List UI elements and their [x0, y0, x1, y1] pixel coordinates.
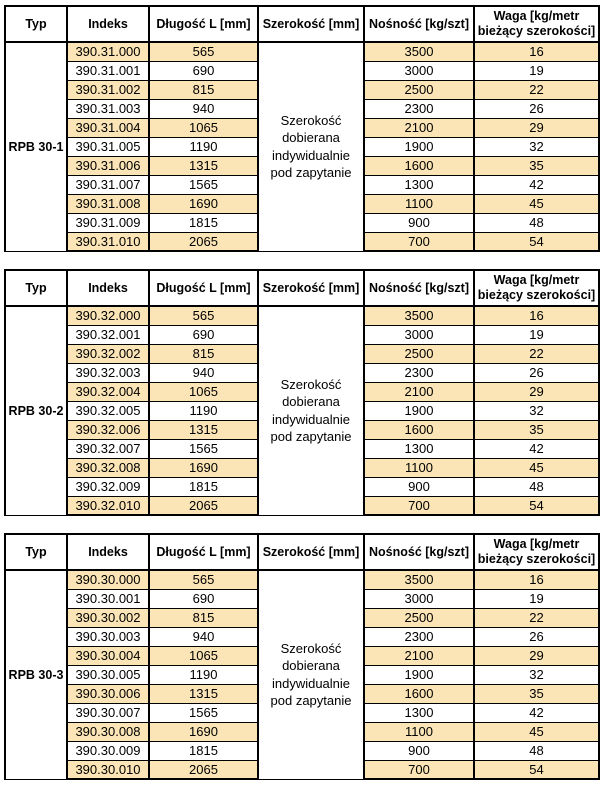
column-header: Nośność [kg/szt] — [364, 6, 474, 42]
dlugosc-cell: 2065 — [149, 760, 258, 779]
indeks-cell: 390.30.008 — [67, 722, 149, 741]
table-row — [5, 42, 599, 61]
dlugosc-cell: 1190 — [149, 137, 258, 156]
dlugosc-cell: 1065 — [149, 118, 258, 137]
column-header: Długość L [mm] — [149, 270, 258, 306]
dlugosc-cell: 1565 — [149, 175, 258, 194]
indeks-cell: 390.30.001 — [67, 589, 149, 608]
nosnosc-cell: 1600 — [364, 684, 474, 703]
indeks-cell: 390.32.009 — [67, 477, 149, 496]
waga-cell: 32 — [474, 137, 599, 156]
nosnosc-cell: 900 — [364, 213, 474, 232]
indeks-cell: 390.31.001 — [67, 61, 149, 80]
nosnosc-cell: 3500 — [364, 42, 474, 61]
column-header: Szerokość [mm] — [258, 534, 364, 570]
nosnosc-cell: 1100 — [364, 458, 474, 477]
nosnosc-cell: 2300 — [364, 363, 474, 382]
dlugosc-cell: 940 — [149, 363, 258, 382]
typ-cell: RPB 30-2 — [5, 306, 67, 515]
waga-cell: 54 — [474, 496, 599, 515]
waga-cell: 48 — [474, 213, 599, 232]
dlugosc-cell: 1815 — [149, 741, 258, 760]
waga-cell: 42 — [474, 175, 599, 194]
waga-cell: 32 — [474, 401, 599, 420]
waga-cell: 16 — [474, 570, 599, 589]
dlugosc-cell: 2065 — [149, 496, 258, 515]
waga-cell: 22 — [474, 608, 599, 627]
waga-cell: 35 — [474, 156, 599, 175]
dlugosc-cell: 815 — [149, 344, 258, 363]
column-header: Nośność [kg/szt] — [364, 270, 474, 306]
indeks-cell: 390.32.005 — [67, 401, 149, 420]
nosnosc-cell: 2100 — [364, 118, 474, 137]
indeks-cell: 390.30.000 — [67, 570, 149, 589]
spec-table-rpb-30-2 — [4, 269, 600, 516]
spec-table-rpb-30-1 — [4, 5, 600, 252]
table-row — [5, 570, 599, 589]
column-header: Szerokość [mm] — [258, 6, 364, 42]
indeks-cell: 390.32.007 — [67, 439, 149, 458]
dlugosc-cell: 1565 — [149, 439, 258, 458]
waga-cell: 42 — [474, 703, 599, 722]
nosnosc-cell: 2100 — [364, 646, 474, 665]
waga-cell: 26 — [474, 363, 599, 382]
nosnosc-cell: 700 — [364, 760, 474, 779]
table-row — [5, 306, 599, 325]
nosnosc-cell: 1100 — [364, 722, 474, 741]
nosnosc-cell: 2500 — [364, 608, 474, 627]
column-header: Typ — [5, 6, 67, 42]
waga-cell: 22 — [474, 344, 599, 363]
header-row — [5, 270, 599, 306]
waga-cell: 29 — [474, 646, 599, 665]
dlugosc-cell: 1065 — [149, 646, 258, 665]
header-row — [5, 534, 599, 570]
spec-table-rpb-30-3 — [4, 533, 600, 780]
nosnosc-cell: 700 — [364, 232, 474, 251]
dlugosc-cell: 1690 — [149, 458, 258, 477]
column-header: Typ — [5, 534, 67, 570]
indeks-cell: 390.30.010 — [67, 760, 149, 779]
nosnosc-cell: 1300 — [364, 703, 474, 722]
dlugosc-cell: 690 — [149, 61, 258, 80]
dlugosc-cell: 1190 — [149, 401, 258, 420]
column-header: Szerokość [mm] — [258, 270, 364, 306]
indeks-cell: 390.31.003 — [67, 99, 149, 118]
dlugosc-cell: 940 — [149, 99, 258, 118]
szerokosc-note-cell: Szerokość dobierana indywidualnie pod zapytanie — [258, 306, 364, 515]
nosnosc-cell: 900 — [364, 477, 474, 496]
nosnosc-cell: 2500 — [364, 344, 474, 363]
waga-cell: 29 — [474, 118, 599, 137]
waga-cell: 35 — [474, 684, 599, 703]
indeks-cell: 390.30.005 — [67, 665, 149, 684]
waga-cell: 48 — [474, 741, 599, 760]
nosnosc-cell: 1300 — [364, 439, 474, 458]
waga-cell: 29 — [474, 382, 599, 401]
waga-cell: 54 — [474, 760, 599, 779]
indeks-cell: 390.31.007 — [67, 175, 149, 194]
dlugosc-cell: 1315 — [149, 156, 258, 175]
nosnosc-cell: 700 — [364, 496, 474, 515]
nosnosc-cell: 3500 — [364, 306, 474, 325]
dlugosc-cell: 565 — [149, 306, 258, 325]
nosnosc-cell: 1300 — [364, 175, 474, 194]
indeks-cell: 390.30.002 — [67, 608, 149, 627]
waga-cell: 45 — [474, 722, 599, 741]
nosnosc-cell: 3000 — [364, 325, 474, 344]
nosnosc-cell: 900 — [364, 741, 474, 760]
nosnosc-cell: 2100 — [364, 382, 474, 401]
typ-cell: RPB 30-1 — [5, 42, 67, 251]
dlugosc-cell: 1190 — [149, 665, 258, 684]
waga-cell: 54 — [474, 232, 599, 251]
nosnosc-cell: 1900 — [364, 665, 474, 684]
dlugosc-cell: 1065 — [149, 382, 258, 401]
nosnosc-cell: 3500 — [364, 570, 474, 589]
nosnosc-cell: 3000 — [364, 589, 474, 608]
indeks-cell: 390.32.003 — [67, 363, 149, 382]
dlugosc-cell: 1690 — [149, 722, 258, 741]
dlugosc-cell: 940 — [149, 627, 258, 646]
nosnosc-cell: 1900 — [364, 137, 474, 156]
column-header: Waga [kg/metr bieżący szerokości] — [474, 6, 599, 42]
waga-cell: 45 — [474, 458, 599, 477]
indeks-cell: 390.30.003 — [67, 627, 149, 646]
waga-cell: 45 — [474, 194, 599, 213]
column-header: Nośność [kg/szt] — [364, 534, 474, 570]
waga-cell: 19 — [474, 61, 599, 80]
nosnosc-cell: 1600 — [364, 420, 474, 439]
szerokosc-note-cell: Szerokość dobierana indywidualnie pod zapytanie — [258, 42, 364, 251]
column-header: Indeks — [67, 534, 149, 570]
indeks-cell: 390.32.002 — [67, 344, 149, 363]
dlugosc-cell: 1815 — [149, 213, 258, 232]
nosnosc-cell: 1100 — [364, 194, 474, 213]
dlugosc-cell: 565 — [149, 42, 258, 61]
dlugosc-cell: 1315 — [149, 684, 258, 703]
typ-cell: RPB 30-3 — [5, 570, 67, 779]
indeks-cell: 390.31.009 — [67, 213, 149, 232]
nosnosc-cell: 3000 — [364, 61, 474, 80]
indeks-cell: 390.32.001 — [67, 325, 149, 344]
column-header: Długość L [mm] — [149, 534, 258, 570]
waga-cell: 19 — [474, 325, 599, 344]
waga-cell: 26 — [474, 99, 599, 118]
indeks-cell: 390.31.002 — [67, 80, 149, 99]
nosnosc-cell: 1900 — [364, 401, 474, 420]
nosnosc-cell: 2500 — [364, 80, 474, 99]
column-header: Długość L [mm] — [149, 6, 258, 42]
column-header: Indeks — [67, 270, 149, 306]
nosnosc-cell: 2300 — [364, 627, 474, 646]
indeks-cell: 390.32.004 — [67, 382, 149, 401]
column-header: Indeks — [67, 6, 149, 42]
header-row — [5, 6, 599, 42]
waga-cell: 22 — [474, 80, 599, 99]
indeks-cell: 390.32.010 — [67, 496, 149, 515]
szerokosc-note-cell: Szerokość dobierana indywidualnie pod zapytanie — [258, 570, 364, 779]
indeks-cell: 390.32.008 — [67, 458, 149, 477]
indeks-cell: 390.30.009 — [67, 741, 149, 760]
waga-cell: 32 — [474, 665, 599, 684]
waga-cell: 16 — [474, 306, 599, 325]
nosnosc-cell: 1600 — [364, 156, 474, 175]
dlugosc-cell: 565 — [149, 570, 258, 589]
indeks-cell: 390.32.000 — [67, 306, 149, 325]
dlugosc-cell: 2065 — [149, 232, 258, 251]
indeks-cell: 390.31.010 — [67, 232, 149, 251]
column-header: Typ — [5, 270, 67, 306]
dlugosc-cell: 1315 — [149, 420, 258, 439]
dlugosc-cell: 815 — [149, 608, 258, 627]
nosnosc-cell: 2300 — [364, 99, 474, 118]
dlugosc-cell: 690 — [149, 325, 258, 344]
waga-cell: 35 — [474, 420, 599, 439]
waga-cell: 26 — [474, 627, 599, 646]
column-header: Waga [kg/metr bieżący szerokości] — [474, 270, 599, 306]
indeks-cell: 390.31.004 — [67, 118, 149, 137]
waga-cell: 19 — [474, 589, 599, 608]
column-header: Waga [kg/metr bieżący szerokości] — [474, 534, 599, 570]
indeks-cell: 390.30.006 — [67, 684, 149, 703]
waga-cell: 42 — [474, 439, 599, 458]
indeks-cell: 390.31.005 — [67, 137, 149, 156]
waga-cell: 16 — [474, 42, 599, 61]
indeks-cell: 390.31.008 — [67, 194, 149, 213]
dlugosc-cell: 1815 — [149, 477, 258, 496]
indeks-cell: 390.30.007 — [67, 703, 149, 722]
indeks-cell: 390.30.004 — [67, 646, 149, 665]
indeks-cell: 390.32.006 — [67, 420, 149, 439]
indeks-cell: 390.31.006 — [67, 156, 149, 175]
waga-cell: 48 — [474, 477, 599, 496]
indeks-cell: 390.31.000 — [67, 42, 149, 61]
dlugosc-cell: 815 — [149, 80, 258, 99]
dlugosc-cell: 1565 — [149, 703, 258, 722]
dlugosc-cell: 690 — [149, 589, 258, 608]
dlugosc-cell: 1690 — [149, 194, 258, 213]
